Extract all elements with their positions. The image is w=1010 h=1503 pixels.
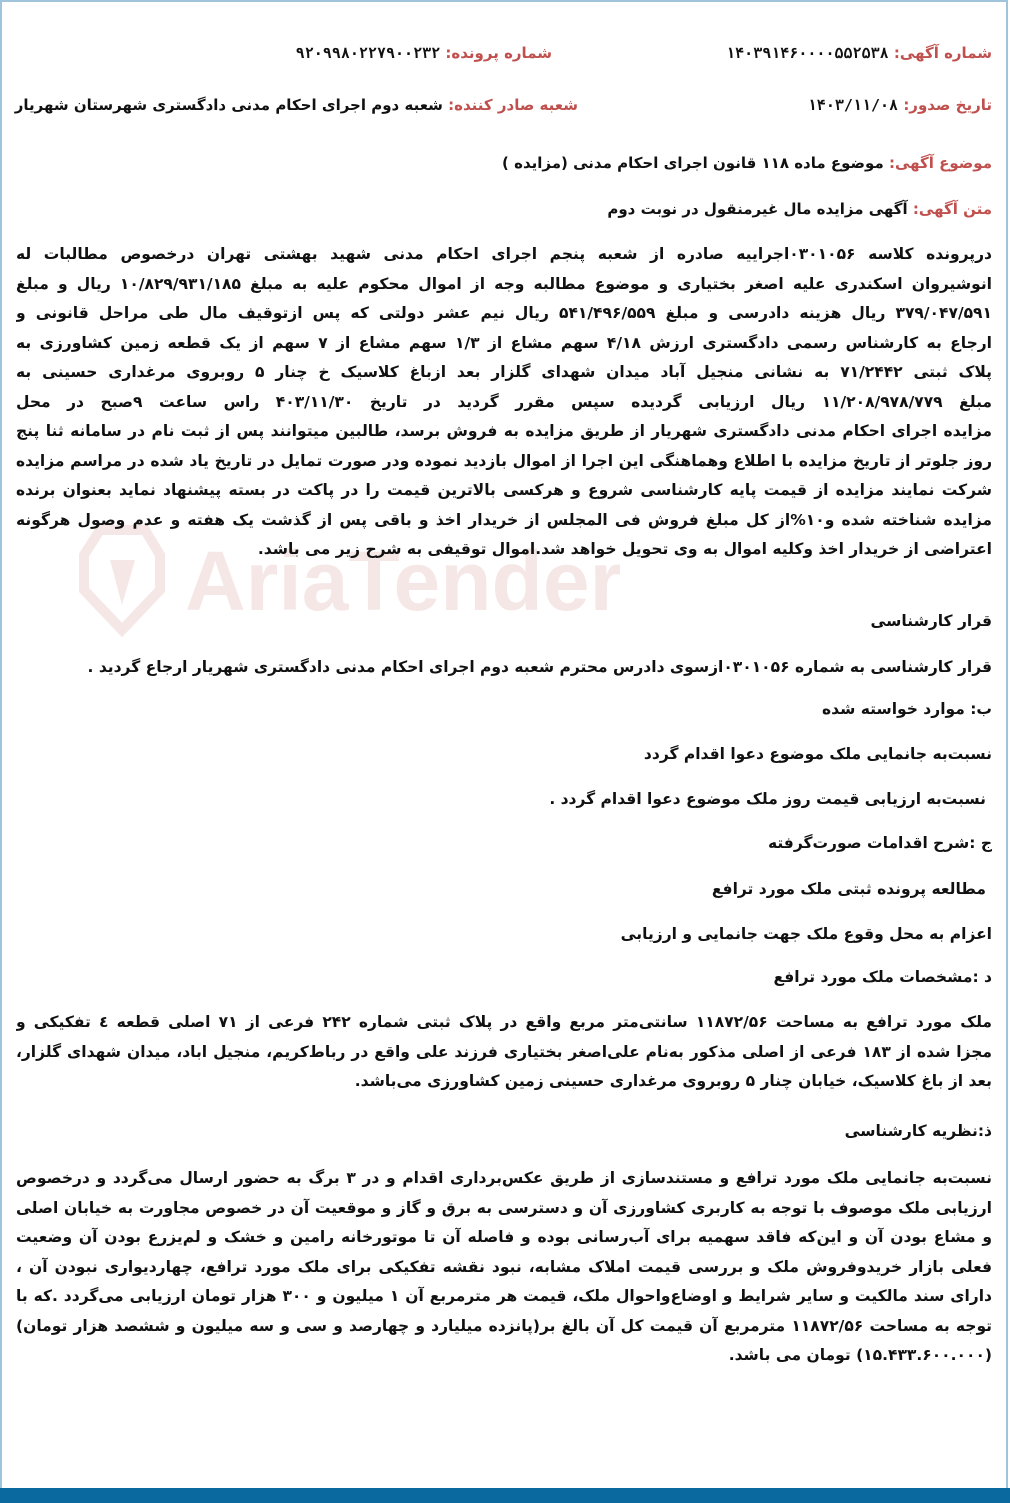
paragraph-line: ۳۷۹/۰۴۷/۵۹۱ ریال هزینه دادرسی و مبلغ ۵۴۱/۴۹۶/۵۵۹ ریال نیم عشر دولتی که پس ازتوقیف مال طی مراحل قانونی و <box>16 304 992 322</box>
paragraph-line: شرکت نمایند مزایده از قیمت پایه کارشناسی شروع و هرکسی بالاترین قیمت را در پاکت در بسته پیشنهاد نماید بعنوان برنده <box>16 481 992 499</box>
paragraph-line: (۱۵.۴۳۳.۶۰۰.۰۰۰) تومان می باشد. <box>728 1346 992 1364</box>
paragraph-line: بعد از باغ کلاسیک، خیابان چنار ۵ روبروی مرغداری حسینی زمین کشاورزی می‌باشد. <box>354 1072 992 1090</box>
paragraph-line: اعتراضی از خریدار اخذ وکلیه اموال به وی تحویل خواهد شد.اموال توقیفی به شرح زیر می باشد. <box>257 540 992 558</box>
paragraph-line: انوشیروان اسکندری علیه اصغر بختیاری و موضوع مطالبه وجه از اموال محکوم علیه به مبلغ ۱۰/۸۲۹/۹۳۱/۱۸۵ ریال و مبلغ <box>16 274 992 293</box>
paragraph-line: ارجاع به کارشناس رسمی دادگستری ارزش ۴/۱۸ سهم مشاع از ۱/۳ سهم مشاع از ۷ سهم از یک قطعه زمین کشاورزی به <box>16 333 992 352</box>
paragraph-line: و مشاع بودن آن و این‌که فاقد سهمیه برای آب‌رسانی بوده و فاصله آن تا موتورخانه رامین و خشک و لم‌یزرع بودن آن وضعیت <box>16 1228 992 1246</box>
opinion-paragraph <box>16 1164 992 1371</box>
actions-heading: ج :شرح اقدامات صورت‌گرفته <box>767 834 992 852</box>
paragraph-line: دارای سند مالکیت و سایر شرایط و اوضاع‌واحوال ملک، قیمت هر مترمربع آن ۱ میلیون و ۳۰۰ هزار تومان ارزیابی می‌گردد .که با <box>16 1287 992 1305</box>
bottom-bar <box>0 1488 1010 1503</box>
paragraph-line: مزایده شناخته شده و۱۰%از کل مبلغ فروش فی المجلس از خریدار اخذ و باقی پس از گذشت یک هفته و عدم وصول هرگونه <box>16 510 992 529</box>
issue-date: تاریخ صدور: ۱۴۰۳/۱۱/۰۸ <box>807 96 992 114</box>
issuer: شعبه صادر کننده: شعبه دوم اجرای احکام مدنی دادگستری شهرستان شهریار <box>14 96 578 114</box>
specs-heading: د :مشخصات ملک مورد ترافع <box>773 968 992 986</box>
watermark-text: AriaTender <box>185 534 618 628</box>
paragraph-line: روز جلوتر از تاریخ مزایده با اطلاع وهماهنگی این اجرا از اموال بازدید نموده ودر صورت تمایل در تاریخ یاد شده در مراسم مزایده <box>16 451 992 470</box>
actions-item: اعزام به محل وقوع ملک جهت جانمایی و ارزیابی <box>620 925 992 943</box>
requested-item: نسبت‌به ارزیابی قیمت روز ملک موضوع دعوا اقدام گردد . <box>549 790 986 808</box>
paragraph-line: ارزیابی ملک موصوف با توجه به کاربری کشاورزی آن و دسترسی به برق و گاز و موقعیت آن در خصوص مجاورت به خیابان اصلی <box>16 1198 992 1217</box>
paragraph-line: پلاک ثبتی ۷۱/۲۴۴۲ به نشانی منجیل آباد میدان شهدای گلزار بعد ازباغ کلاسیک خ چنار ۵ روبروی مرغداری حسینی به <box>16 363 992 381</box>
paragraph-line: درپرونده کلاسه ۰۳۰۱۰۵۶اجراییه صادره از شعبه پنجم اجرای احکام مدنی شهید بهشتی تهران درخصوص مطالبات له <box>16 245 992 263</box>
notice-subject: موضوع آگهی: موضوع ماده ۱۱۸ قانون اجرای احکام مدنی (مزایده ) <box>502 154 992 172</box>
expert-text: قرار کارشناسی به شماره ۰۳۰۱۰۵۶ازسوی دادرس محترم شعبه دوم اجرای احکام مدنی دادگستری شهریار ارجاع گردید . <box>87 658 992 676</box>
requested-heading: ب: موارد خواسته شده <box>822 700 992 718</box>
paragraph-line: ملک مورد ترافع به مساحت ۱۱۸۷۲/۵۶ سانتی‌متر مربع واقع در پلاک ثبتی شماره ۲۴۲ فرعی از ۷۱ اصلی قطعه ٤ تفکیکی و <box>16 1013 992 1031</box>
paragraph-line: مبلغ ۱۱/۲۰۸/۹۷۸/۷۷۹ ریال ارزیابی گردیده سپس مقرر گردید در تاریخ ۴۰۳/۱۱/۳۰ راس ساعت ۹صبح در محل <box>16 392 992 411</box>
actions-item: مطالعه پرونده ثبتی ملک مورد ترافع <box>711 880 986 898</box>
paragraph-line: نسبت‌به جانمایی ملک مورد ترافع و مستندسازی از طریق عکس‌برداری اقدام و در ۳ برگ به حضور ارسال می‌گردد و درخصوص <box>16 1169 992 1187</box>
auction-paragraph <box>16 240 992 565</box>
opinion-heading: ذ:نظریه کارشناسی <box>844 1122 992 1140</box>
paragraph-line: فعلی بازار خریدوفروش ملک و بررسی قیمت املاک مشابه، نبود نقشه تفکیکی برای ملک مورد ترافع، چهاردیواری نبودن آن ، <box>16 1257 992 1276</box>
paragraph-line: توجه به مساحت ۱۱۸۷۲/۵۶ مترمربع آن قیمت کل آن بالغ بر(پانزده میلیارد و چهارصد و سی و سه میلیون و ششصد هزار تومان) <box>16 1316 992 1335</box>
requested-item: نسبت‌به جانمایی ملک موضوع دعوا اقدام گردد <box>643 745 992 763</box>
notice-text-title: متن آگهی: آگهی مزایده مال غیرمنقول در نوبت دوم <box>607 200 992 218</box>
notice-number: شماره آگهی: ۱۴۰۳۹۱۴۶۰۰۰۰۵۵۲۵۳۸ <box>726 44 992 62</box>
paragraph-line: مجزا شده از ۱۸۳ فرعی از اصلی مذکور به‌نام علی‌اصغر بختیاری فرزند علی واقع در رباط‌کریم، منجیل اباد، میدان شهدای گلزار، <box>16 1042 992 1061</box>
paragraph-line: مزایده اجرای احکام مدنی دادگستری شهریار از طریق مزایده به فروش برسد، طالبین میتوانند پس از ثبت نام در سامانه ثنا پنج <box>16 422 992 440</box>
case-number: شماره پرونده: ۹۲۰۹۹۸۰۲۲۷۹۰۰۲۳۲ <box>295 44 552 62</box>
expert-heading: قرار کارشناسی <box>870 612 992 630</box>
specs-paragraph <box>16 1008 992 1097</box>
